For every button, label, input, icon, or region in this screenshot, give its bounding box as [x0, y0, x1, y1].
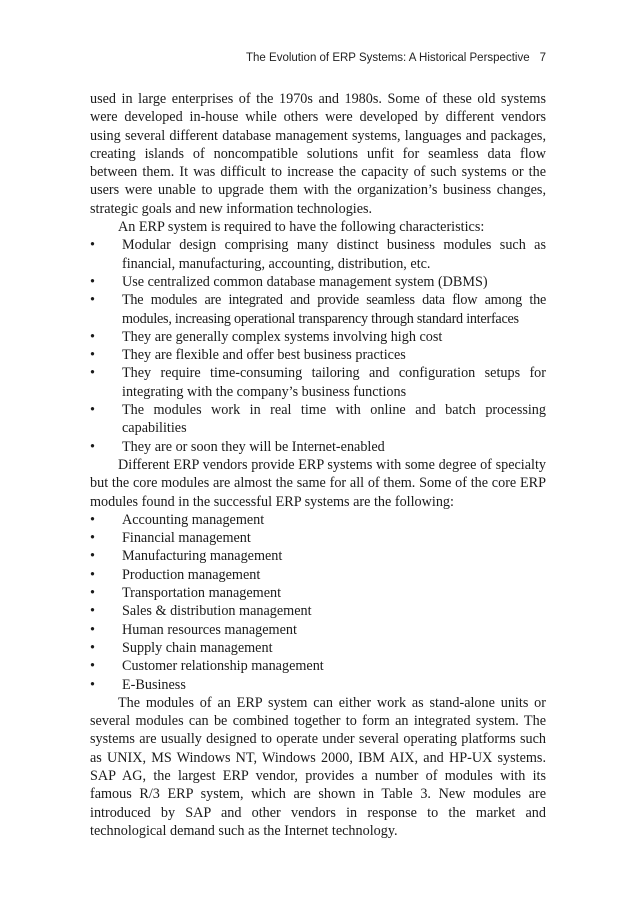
list-item: [90, 438, 546, 456]
list-item: [90, 511, 546, 529]
list-item-text: Use centralized common database management system (DBMS): [122, 273, 488, 290]
bullet-icon: •: [90, 273, 95, 290]
list-item-text: The modules work in real time with online and batch processing capabilities: [122, 402, 546, 437]
list-item: [90, 566, 546, 584]
list-item: [90, 547, 546, 565]
list-item: [90, 364, 546, 401]
list-item: [90, 401, 546, 438]
list-item-text: Accounting management: [122, 511, 265, 528]
list-item-text: They require time-consuming tailoring and configuration setups for integrating with the company’s business functions: [122, 365, 546, 400]
list-item-text: They are flexible and offer best business practices: [122, 347, 406, 364]
list-item-text: Financial management: [122, 530, 251, 547]
bullet-icon: •: [90, 347, 95, 364]
bullet-icon: •: [90, 658, 95, 675]
bullet-icon: •: [90, 585, 95, 602]
bullet-icon: •: [90, 548, 95, 565]
list-item-text: E-Business: [122, 676, 186, 693]
bullet-icon: •: [90, 292, 95, 309]
paragraph-2: An ERP system is required to have the following characteristics:: [118, 219, 485, 236]
list-item-text: Transportation management: [122, 585, 282, 602]
list-item-text: Manufacturing management: [122, 548, 283, 565]
page-body: [90, 90, 546, 840]
running-header: [90, 52, 546, 64]
core-modules-list: [90, 511, 546, 694]
bullet-icon: •: [90, 365, 95, 382]
list-item: [90, 529, 546, 547]
bullet-icon: •: [90, 676, 95, 693]
list-item: [90, 328, 546, 346]
list-item-text: Modular design comprising many distinct business modules such as financial, manufacturing, accounting, distribution, etc.: [122, 237, 546, 272]
list-item: [90, 676, 546, 694]
bullet-icon: •: [90, 328, 95, 345]
bullet-icon: •: [90, 237, 95, 254]
list-item: [90, 291, 546, 328]
running-title: The Evolution of ERP Systems: A Historical Perspective: [246, 52, 530, 64]
paragraph-3: Different ERP vendors provide ERP systems with some degree of specialty but the core modules are almost the same for all of them. Some of the core ERP modules found in the successful ERP systems are the following:: [90, 456, 546, 510]
page-number: 7: [539, 52, 546, 64]
list-item-text: Customer relationship management: [122, 658, 324, 675]
bullet-icon: •: [90, 621, 95, 638]
list-item-text: The modules are integrated and provide seamless data flow among the modules, increasing operational transparency through standard interfaces: [122, 292, 546, 327]
characteristics-list: [90, 236, 546, 456]
list-item: [90, 621, 546, 639]
paragraph-4: The modules of an ERP system can either work as stand-alone units or several modules can be combined together to form an integrated system. The systems are usually designed to operate under several operating platforms such as UNIX, MS Windows NT, Windows 2000, IBM AIX, and HP-UX systems. SAP AG, the largest ERP vendor, provides a number of modules with its famous R/3 ERP system, which are shown in Table 3. New modules are introduced by SAP and other vendors in response to the market and technological demand such as the Internet technology.: [90, 694, 546, 839]
bullet-icon: •: [90, 438, 95, 455]
bullet-icon: •: [90, 530, 95, 547]
list-item-text: They are or soon they will be Internet-enabled: [122, 438, 385, 455]
list-item-text: Human resources management: [122, 621, 297, 638]
list-item-text: Sales & distribution management: [122, 603, 312, 620]
bullet-icon: •: [90, 639, 95, 656]
bullet-icon: •: [90, 402, 95, 419]
list-item-text: Production management: [122, 566, 261, 583]
bullet-icon: •: [90, 603, 95, 620]
list-item: [90, 346, 546, 364]
list-item: [90, 639, 546, 657]
list-item: [90, 236, 546, 273]
list-item: [90, 273, 546, 291]
bullet-icon: •: [90, 511, 95, 528]
list-item: [90, 602, 546, 620]
list-item: [90, 657, 546, 675]
bullet-icon: •: [90, 566, 95, 583]
list-item: [90, 584, 546, 602]
paragraph-1: used in large enterprises of the 1970s and 1980s. Some of these old systems were developed in-house while others were developed by different vendors using several different database management systems, languages and packages, creating islands of noncompatible solutions unfit for seamless data flow between them. It was difficult to increase the capacity of such systems or the users were unable to upgrade them with the organization’s business changes, strategic goals and new information technologies.: [90, 91, 546, 217]
list-item-text: Supply chain management: [122, 639, 273, 656]
list-item-text: They are generally complex systems involving high cost: [122, 328, 443, 345]
